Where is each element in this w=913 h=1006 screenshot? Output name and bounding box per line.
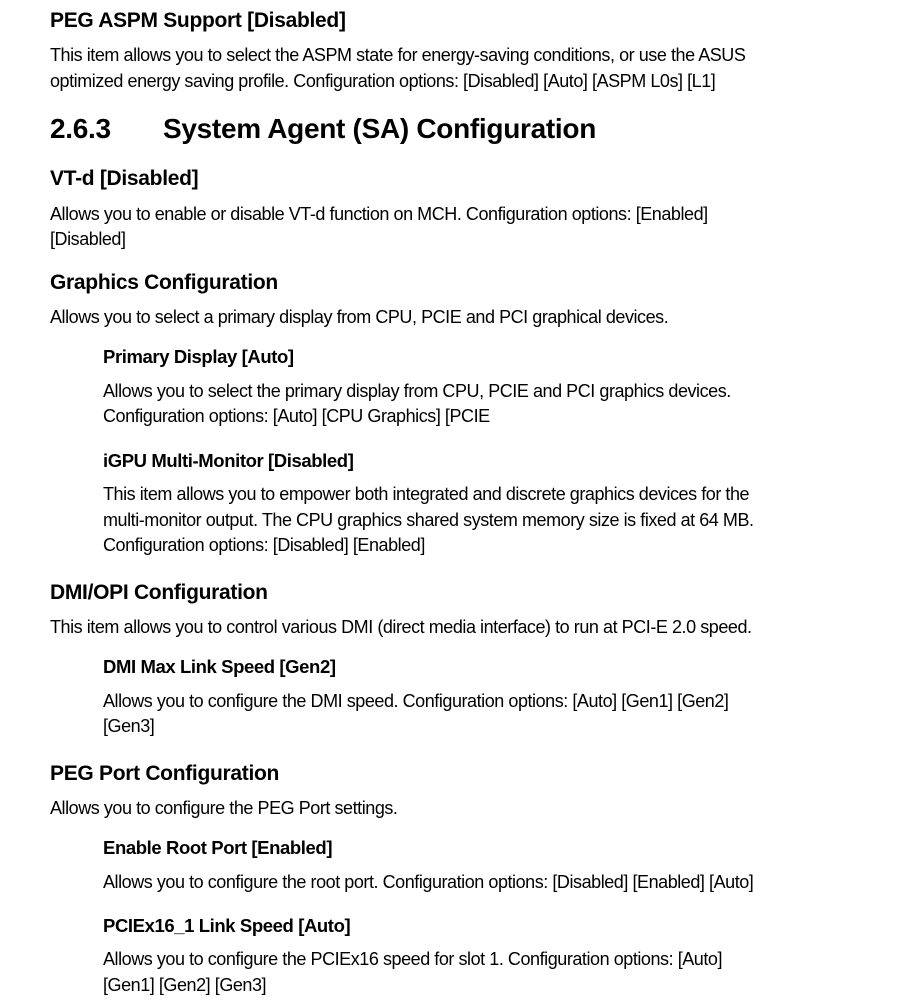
item-title-peg-port: PEG Port Configuration xyxy=(50,762,280,785)
item-title-graphics: Graphics Configuration xyxy=(50,271,278,294)
subitem-title-igpu-multi-monitor: iGPU Multi-Monitor [Disabled] xyxy=(103,450,354,471)
item-title-dmi-opi: DMI/OPI Configuration xyxy=(50,581,268,604)
subitem-desc-dmi-speed-line1: Allows you to configure the DMI speed. Configuration options: [Auto] [Gen1] [Gen2] xyxy=(103,691,729,711)
section-title: System Agent (SA) Configuration xyxy=(163,113,596,144)
item-desc-dmi-opi: This item allows you to control various DMI (direct media interface) to run at PCI-E 2.0 speed. xyxy=(50,617,752,637)
subitem-desc-primary-display-line1: Allows you to select the primary display from CPU, PCIE and PCI graphics devices. xyxy=(103,381,731,401)
item-desc-vtd-line1: Allows you to enable or disable VT-d function on MCH. Configuration options: [Enabled] xyxy=(50,204,708,224)
subitem-desc-igpu-line3: Configuration options: [Disabled] [Enabled] xyxy=(103,535,425,555)
item-desc-peg-aspm-line1: This item allows you to select the ASPM state for energy-saving conditions, or use the ASUS xyxy=(50,45,746,65)
subitem-title-dmi-max-link-speed: DMI Max Link Speed [Gen2] xyxy=(103,656,336,677)
subitem-desc-igpu-line1: This item allows you to empower both integrated and discrete graphics devices for the xyxy=(103,484,750,504)
subitem-title-primary-display: Primary Display [Auto] xyxy=(103,346,294,367)
item-desc-peg-port: Allows you to configure the PEG Port settings. xyxy=(50,798,398,818)
item-desc-graphics: Allows you to select a primary display from CPU, PCIE and PCI graphical devices. xyxy=(50,307,669,327)
subitem-desc-root-port: Allows you to configure the root port. Configuration options: [Disabled] [Enabled] [Auto] xyxy=(103,872,754,892)
subitem-desc-dmi-speed-line2: [Gen3] xyxy=(103,716,155,736)
subitem-desc-primary-display-line2: Configuration options: [Auto] [CPU Graphics] [PCIE xyxy=(103,406,490,426)
subitem-desc-pciex16-line1: Allows you to configure the PCIEx16 speed for slot 1. Configuration options: [Auto] xyxy=(103,949,723,969)
item-desc-peg-aspm-line2: optimized energy saving profile. Configuration options: [Disabled] [Auto] [ASPM L0s] [L1] xyxy=(50,71,716,91)
item-title-peg-aspm: PEG ASPM Support [Disabled] xyxy=(50,9,346,32)
section-number: 2.6.3 xyxy=(50,113,111,144)
subitem-title-enable-root-port: Enable Root Port [Enabled] xyxy=(103,837,333,858)
subitem-desc-igpu-line2: multi-monitor output. The CPU graphics shared system memory size is fixed at 64 MB. xyxy=(103,510,754,530)
subitem-desc-pciex16-line2: [Gen1] [Gen2] [Gen3] xyxy=(103,975,267,995)
subitem-title-pciex16-link-speed: PCIEx16_1 Link Speed [Auto] xyxy=(103,915,351,936)
section-heading xyxy=(50,113,596,145)
item-title-vtd: VT-d [Disabled] xyxy=(50,167,199,190)
item-desc-vtd-line2: [Disabled] xyxy=(50,229,126,249)
